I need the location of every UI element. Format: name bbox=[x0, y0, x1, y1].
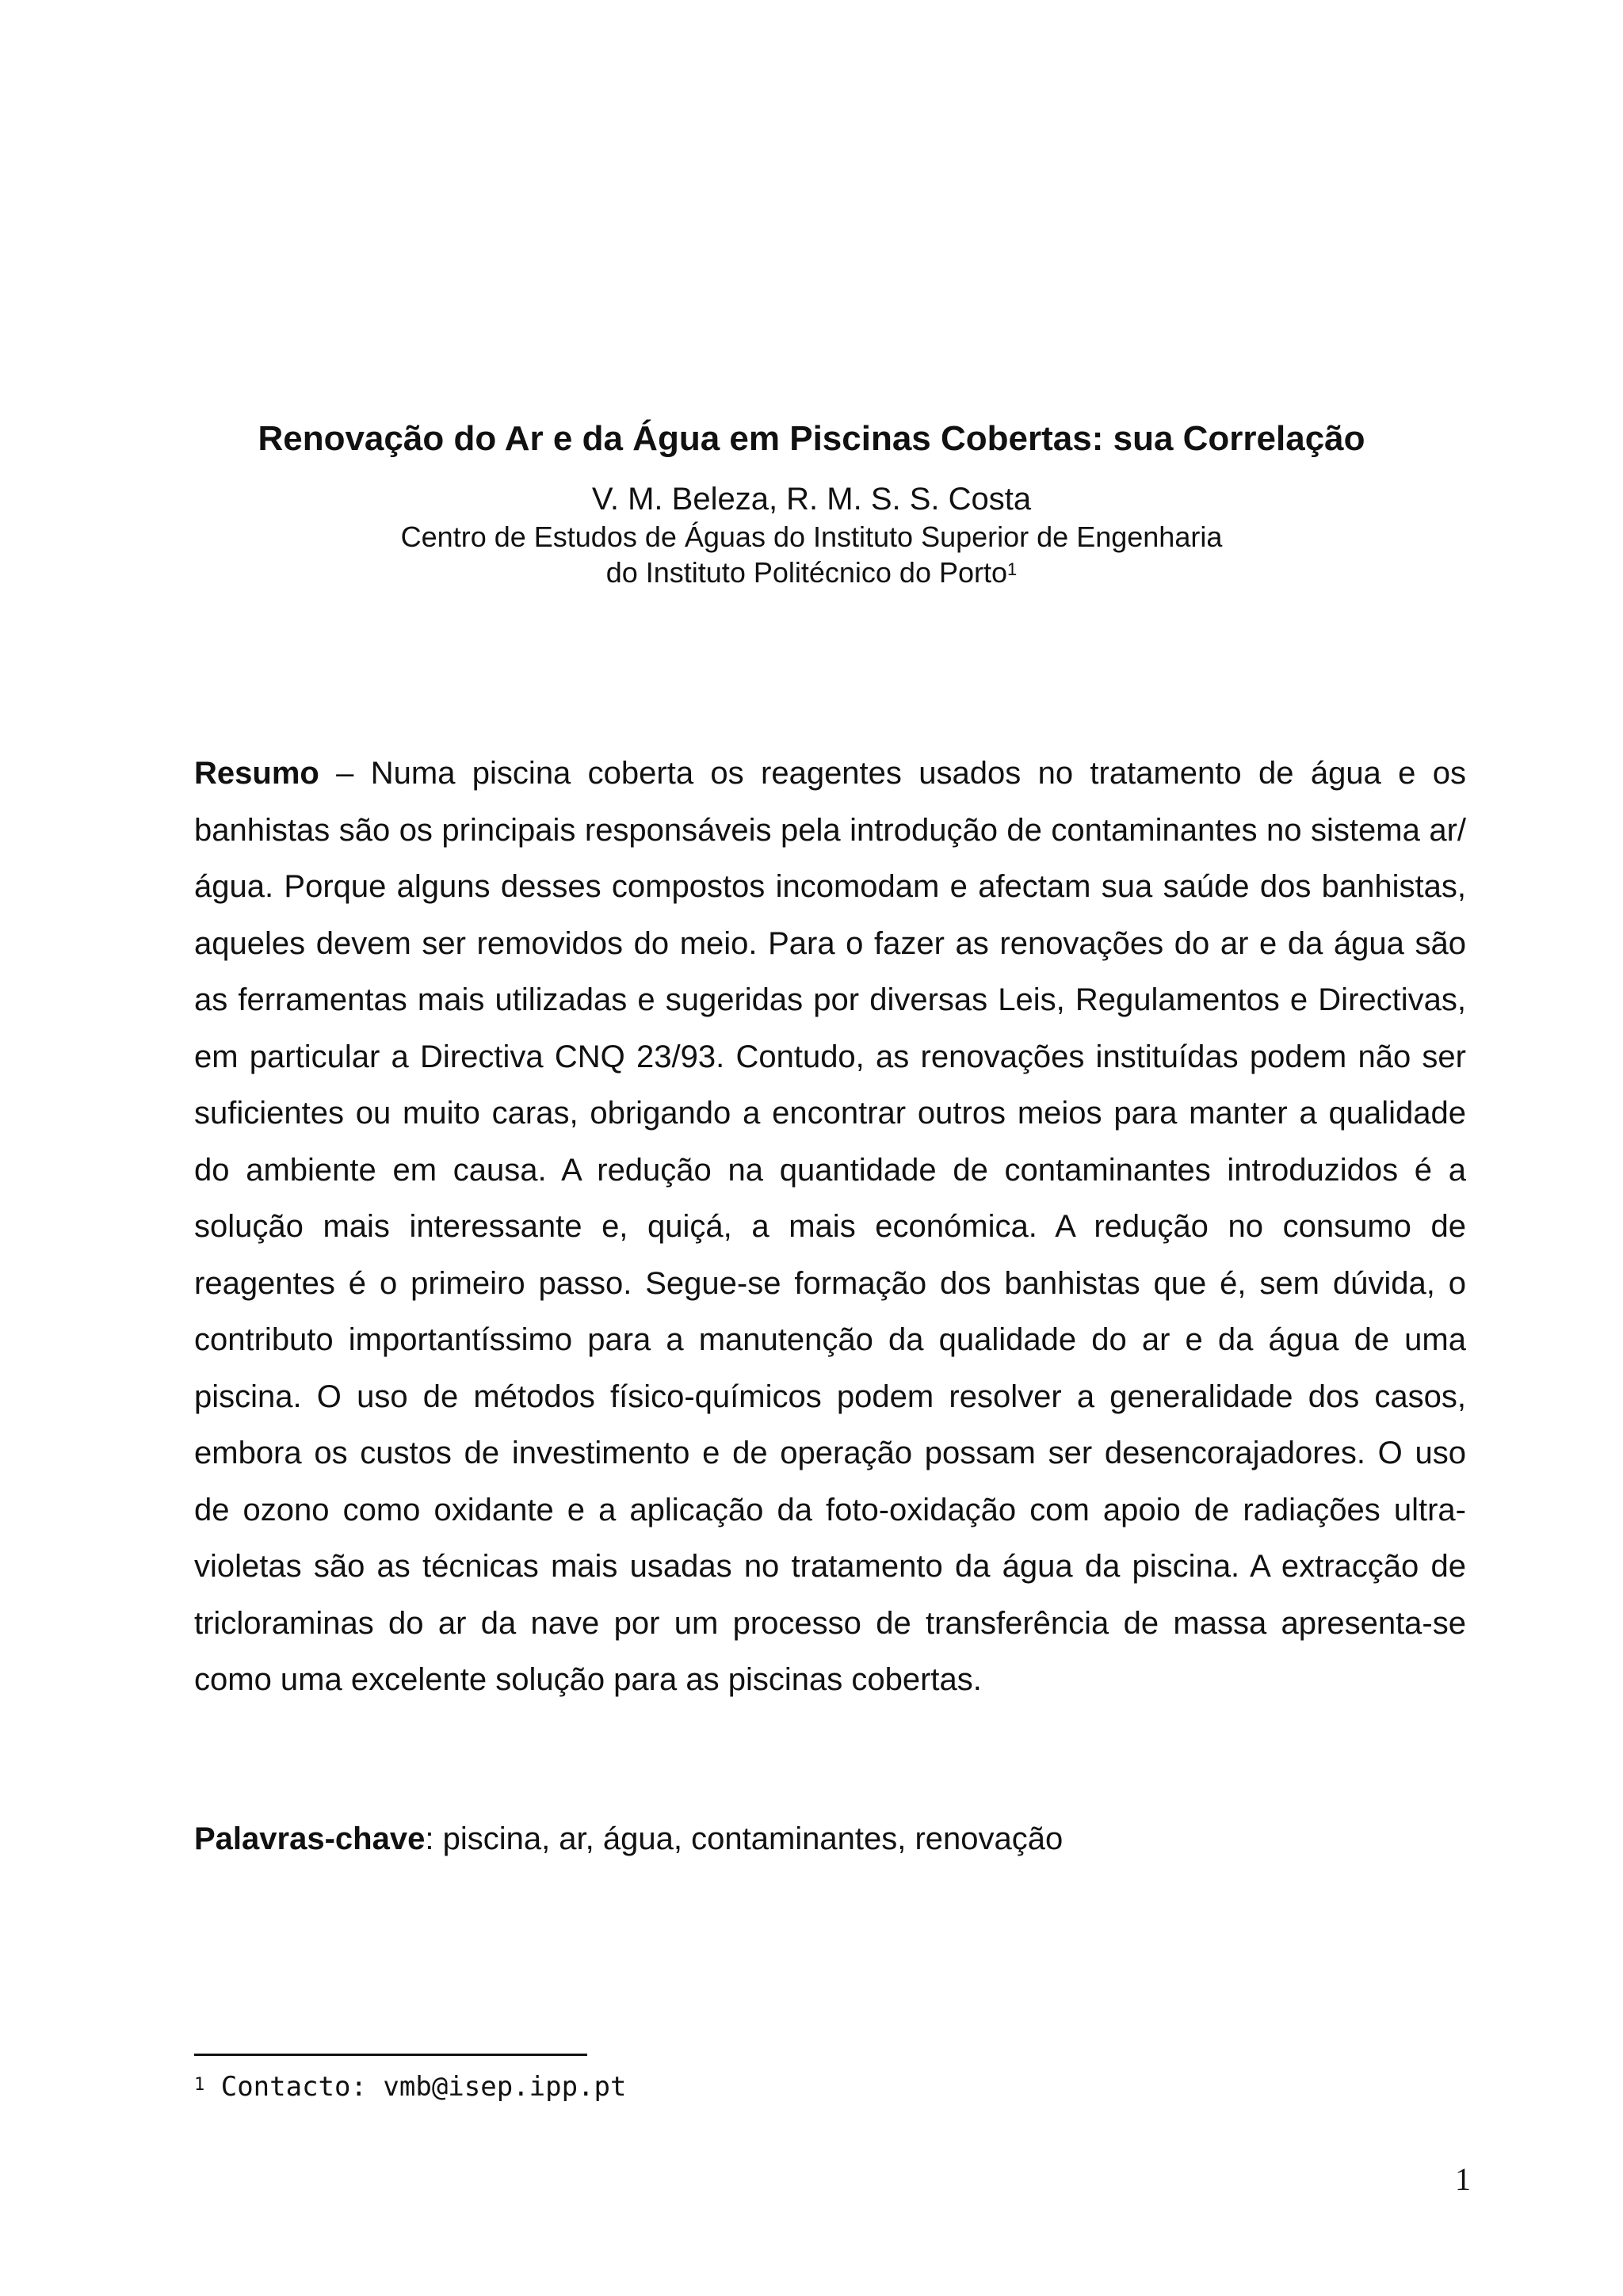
affiliation-line-1: Centro de Estudos de Águas do Instituto Superior de Engenharia bbox=[400, 521, 1223, 553]
footnote bbox=[194, 2069, 626, 2104]
paper-title: Renovação do Ar e da Água em Piscinas Cobertas: sua Correlação bbox=[258, 419, 1365, 458]
affiliation-line-2 bbox=[0, 555, 1623, 590]
abstract-label: Resumo bbox=[194, 756, 319, 791]
footnote-divider bbox=[194, 2054, 587, 2056]
footnote-mark: 1 bbox=[194, 2075, 205, 2095]
author-list: V. M. Beleza, R. M. S. S. Costa bbox=[591, 482, 1032, 517]
keywords-label: Palavras-chave bbox=[194, 1821, 426, 1856]
footnote-text: Contacto: vmb@isep.ipp.pt bbox=[204, 2071, 627, 2103]
keywords-text: piscina, ar, água, contaminantes, renovação bbox=[433, 1821, 1064, 1856]
abstract bbox=[194, 746, 1466, 1709]
page-number: 1 bbox=[1455, 2161, 1471, 2197]
abstract-text: Numa piscina coberta os reagentes usados no tratamento de água e os banhistas são os principais responsáveis pela introdução de contaminantes no sistema ar/água. Porque alguns desses compostos incomodam e afectam sua saúde dos banhistas, aqueles devem ser removidos do meio. Para o fazer as renovações do ar e da água são as ferramentas mais utilizadas e sugeridas por diversas Leis, Regulamentos e Directivas, em particular a Directiva CNQ 23/93. Contudo, as renovações instituídas podem não ser suficientes ou muito caras, obrigando a encontrar outros meios para manter a qualidade do ambiente em causa. A redução na quantidade de contaminantes introduzidos é a solução mais interessante e, quiçá, a mais económica. A redução no consumo de reagentes é o primeiro passo. Segue-se formação dos banhistas que é, sem dúvida, o contributo importantíssimo para a manutenção da qualidade do ar e da água de uma piscina. O uso de métodos físico-químicos podem resolver a generalidade dos casos, embora os custos de investimento e de operação possam ser desencorajadores. O uso de ozono como oxidante e a aplicação da foto-oxidação com apoio de radiações ultra-violetas são as técnicas mais usadas no tratamento da água da piscina. A extracção de tricloraminas do ar da nave por um processo de transferência de massa apresenta-se como uma excelente solução para as piscinas cobertas. bbox=[194, 756, 1466, 1697]
keywords bbox=[194, 1817, 1466, 1861]
affiliation-footnote-mark: 1 bbox=[1007, 559, 1018, 579]
abstract-dash: – bbox=[319, 756, 371, 791]
keywords-colon: : bbox=[425, 1821, 434, 1856]
affiliation-line-2-text: do Instituto Politécnico do Porto bbox=[605, 556, 1008, 589]
